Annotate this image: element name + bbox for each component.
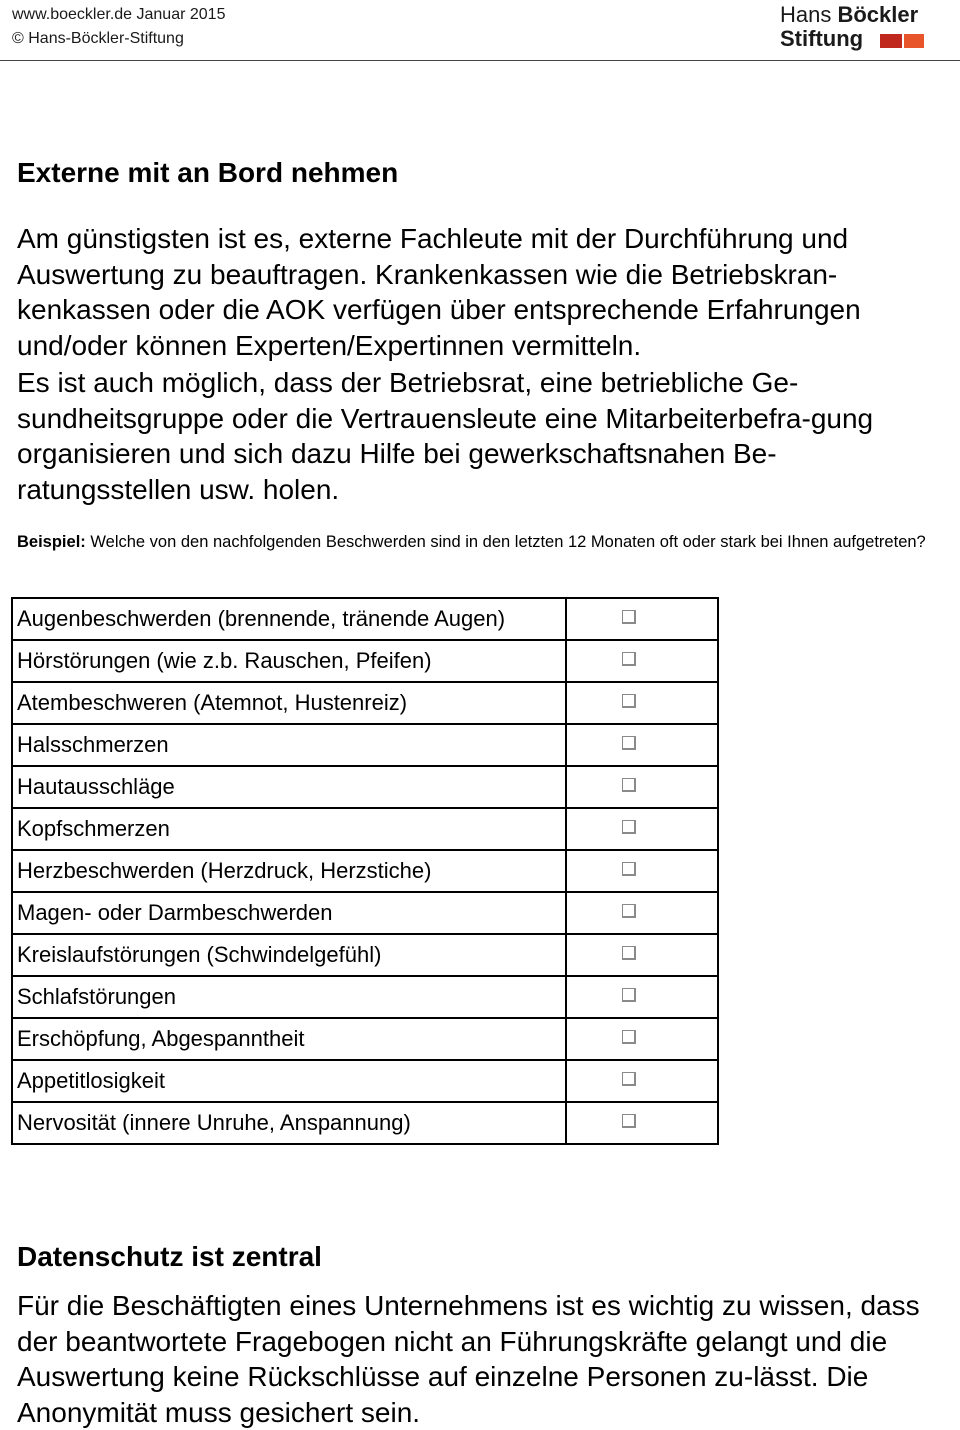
symptom-row <box>12 682 718 724</box>
symptom-label: Schlafstörungen <box>12 976 566 1018</box>
symptom-check-cell <box>566 934 718 976</box>
symptom-label: Herzbeschwerden (Herzdruck, Herzstiche) <box>12 850 566 892</box>
symptom-label: Kreislaufstörungen (Schwindelgefühl) <box>12 934 566 976</box>
symptom-checkbox[interactable] <box>622 988 636 1002</box>
symptom-label: Nervosität (innere Unruhe, Anspannung) <box>12 1102 566 1144</box>
logo-word-stiftung: Stiftung <box>780 26 864 51</box>
logo-word-hans: Hans <box>780 2 832 27</box>
header-divider <box>0 60 960 61</box>
symptom-row <box>12 892 718 934</box>
paragraph-fachleute: Am günstigsten ist es, externe Fachleute mit der Durchführung und Auswertung zu beauftragen. Krankenkassen wie die Betriebskran-kenkassen oder die AOK verfügen über entsprechende Erfahrungen und/oder können Experten/Expertinnen vermitteln. <box>17 223 861 361</box>
symptom-row <box>12 640 718 682</box>
symptom-check-cell <box>566 1018 718 1060</box>
symptom-checkbox[interactable] <box>622 1072 636 1086</box>
symptom-checkbox[interactable] <box>622 1114 636 1128</box>
logo-bar-light <box>904 34 924 48</box>
symptom-check-cell <box>566 1102 718 1144</box>
symptom-label: Appetitlosigkeit <box>12 1060 566 1102</box>
paragraph-datenschutz: Für die Beschäftigten eines Unternehmens ist es wichtig zu wissen, dass der beantwortete Fragebogen nicht an Führungskräfte gelangt und die Auswertung keine Rückschlüsse auf einzelne Personen zu-lässt. Die Anonymität muss gesichert sein. <box>17 1290 920 1428</box>
symptom-checkbox[interactable] <box>622 862 636 876</box>
symptom-check-cell <box>566 766 718 808</box>
symptom-label: Magen- oder Darmbeschwerden <box>12 892 566 934</box>
symptom-checkbox[interactable] <box>622 904 636 918</box>
symptom-label: Atembeschweren (Atemnot, Hustenreiz) <box>12 682 566 724</box>
symptom-checkbox[interactable] <box>622 778 636 792</box>
symptom-row <box>12 976 718 1018</box>
symptom-check-cell <box>566 598 718 640</box>
symptom-checkbox[interactable] <box>622 610 636 624</box>
symptom-check-cell <box>566 976 718 1018</box>
symptom-row <box>12 1060 718 1102</box>
symptom-row <box>12 808 718 850</box>
symptom-row <box>12 724 718 766</box>
symptom-label: Augenbeschwerden (brennende, tränende Augen) <box>12 598 566 640</box>
symptom-checkbox[interactable] <box>622 946 636 960</box>
symptom-check-cell <box>566 640 718 682</box>
symptom-checkbox[interactable] <box>622 1030 636 1044</box>
symptom-label: Hautausschläge <box>12 766 566 808</box>
symptom-row <box>12 850 718 892</box>
symptom-label: Halsschmerzen <box>12 724 566 766</box>
symptom-label: Kopfschmerzen <box>12 808 566 850</box>
symptom-label: Erschöpfung, Abgespanntheit <box>12 1018 566 1060</box>
symptom-checkbox[interactable] <box>622 652 636 666</box>
logo-word-boeckler: Böckler <box>837 2 919 27</box>
symptom-label: Hörstörungen (wie z.b. Rauschen, Pfeifen) <box>12 640 566 682</box>
example-question <box>17 530 947 554</box>
logo-bar-dark <box>880 34 902 48</box>
symptom-checklist-table <box>11 597 719 1145</box>
hans-boeckler-logo <box>780 2 940 54</box>
source-line: www.boeckler.de Januar 2015 <box>12 6 226 23</box>
example-text: Welche von den nachfolgenden Beschwerden sind in den letzten 12 Monaten oft oder stark bei Ihnen aufgetreten? <box>85 533 926 551</box>
symptom-row <box>12 1102 718 1144</box>
symptom-check-cell <box>566 724 718 766</box>
page-header <box>0 0 960 62</box>
symptom-check-cell <box>566 682 718 724</box>
example-lead: Beispiel: <box>17 533 86 551</box>
symptom-check-cell <box>566 808 718 850</box>
copyright-line: © Hans-Böckler-Stiftung <box>12 30 184 47</box>
symptom-checkbox[interactable] <box>622 820 636 834</box>
logo-color-bars <box>880 34 924 48</box>
symptom-checkbox[interactable] <box>622 694 636 708</box>
symptom-row <box>12 934 718 976</box>
section-title-datenschutz: Datenschutz ist zentral <box>17 1241 322 1272</box>
symptom-checkbox[interactable] <box>622 736 636 750</box>
symptom-check-cell <box>566 850 718 892</box>
symptom-check-cell <box>566 1060 718 1102</box>
paragraph-betriebsrat: Es ist auch möglich, dass der Betriebsrat, eine betriebliche Ge-sundheitsgruppe oder die Vertrauensleute eine Mitarbeiterbefra-gung organisieren und sich dazu Hilfe bei gewerkschaftsnahen Be-ratungsstellen usw. holen. <box>17 367 874 505</box>
logo-name-row <box>780 2 918 28</box>
symptom-check-cell <box>566 892 718 934</box>
symptom-row <box>12 1018 718 1060</box>
section-title-externe: Externe mit an Bord nehmen <box>17 157 399 188</box>
symptom-row <box>12 766 718 808</box>
symptom-row <box>12 598 718 640</box>
